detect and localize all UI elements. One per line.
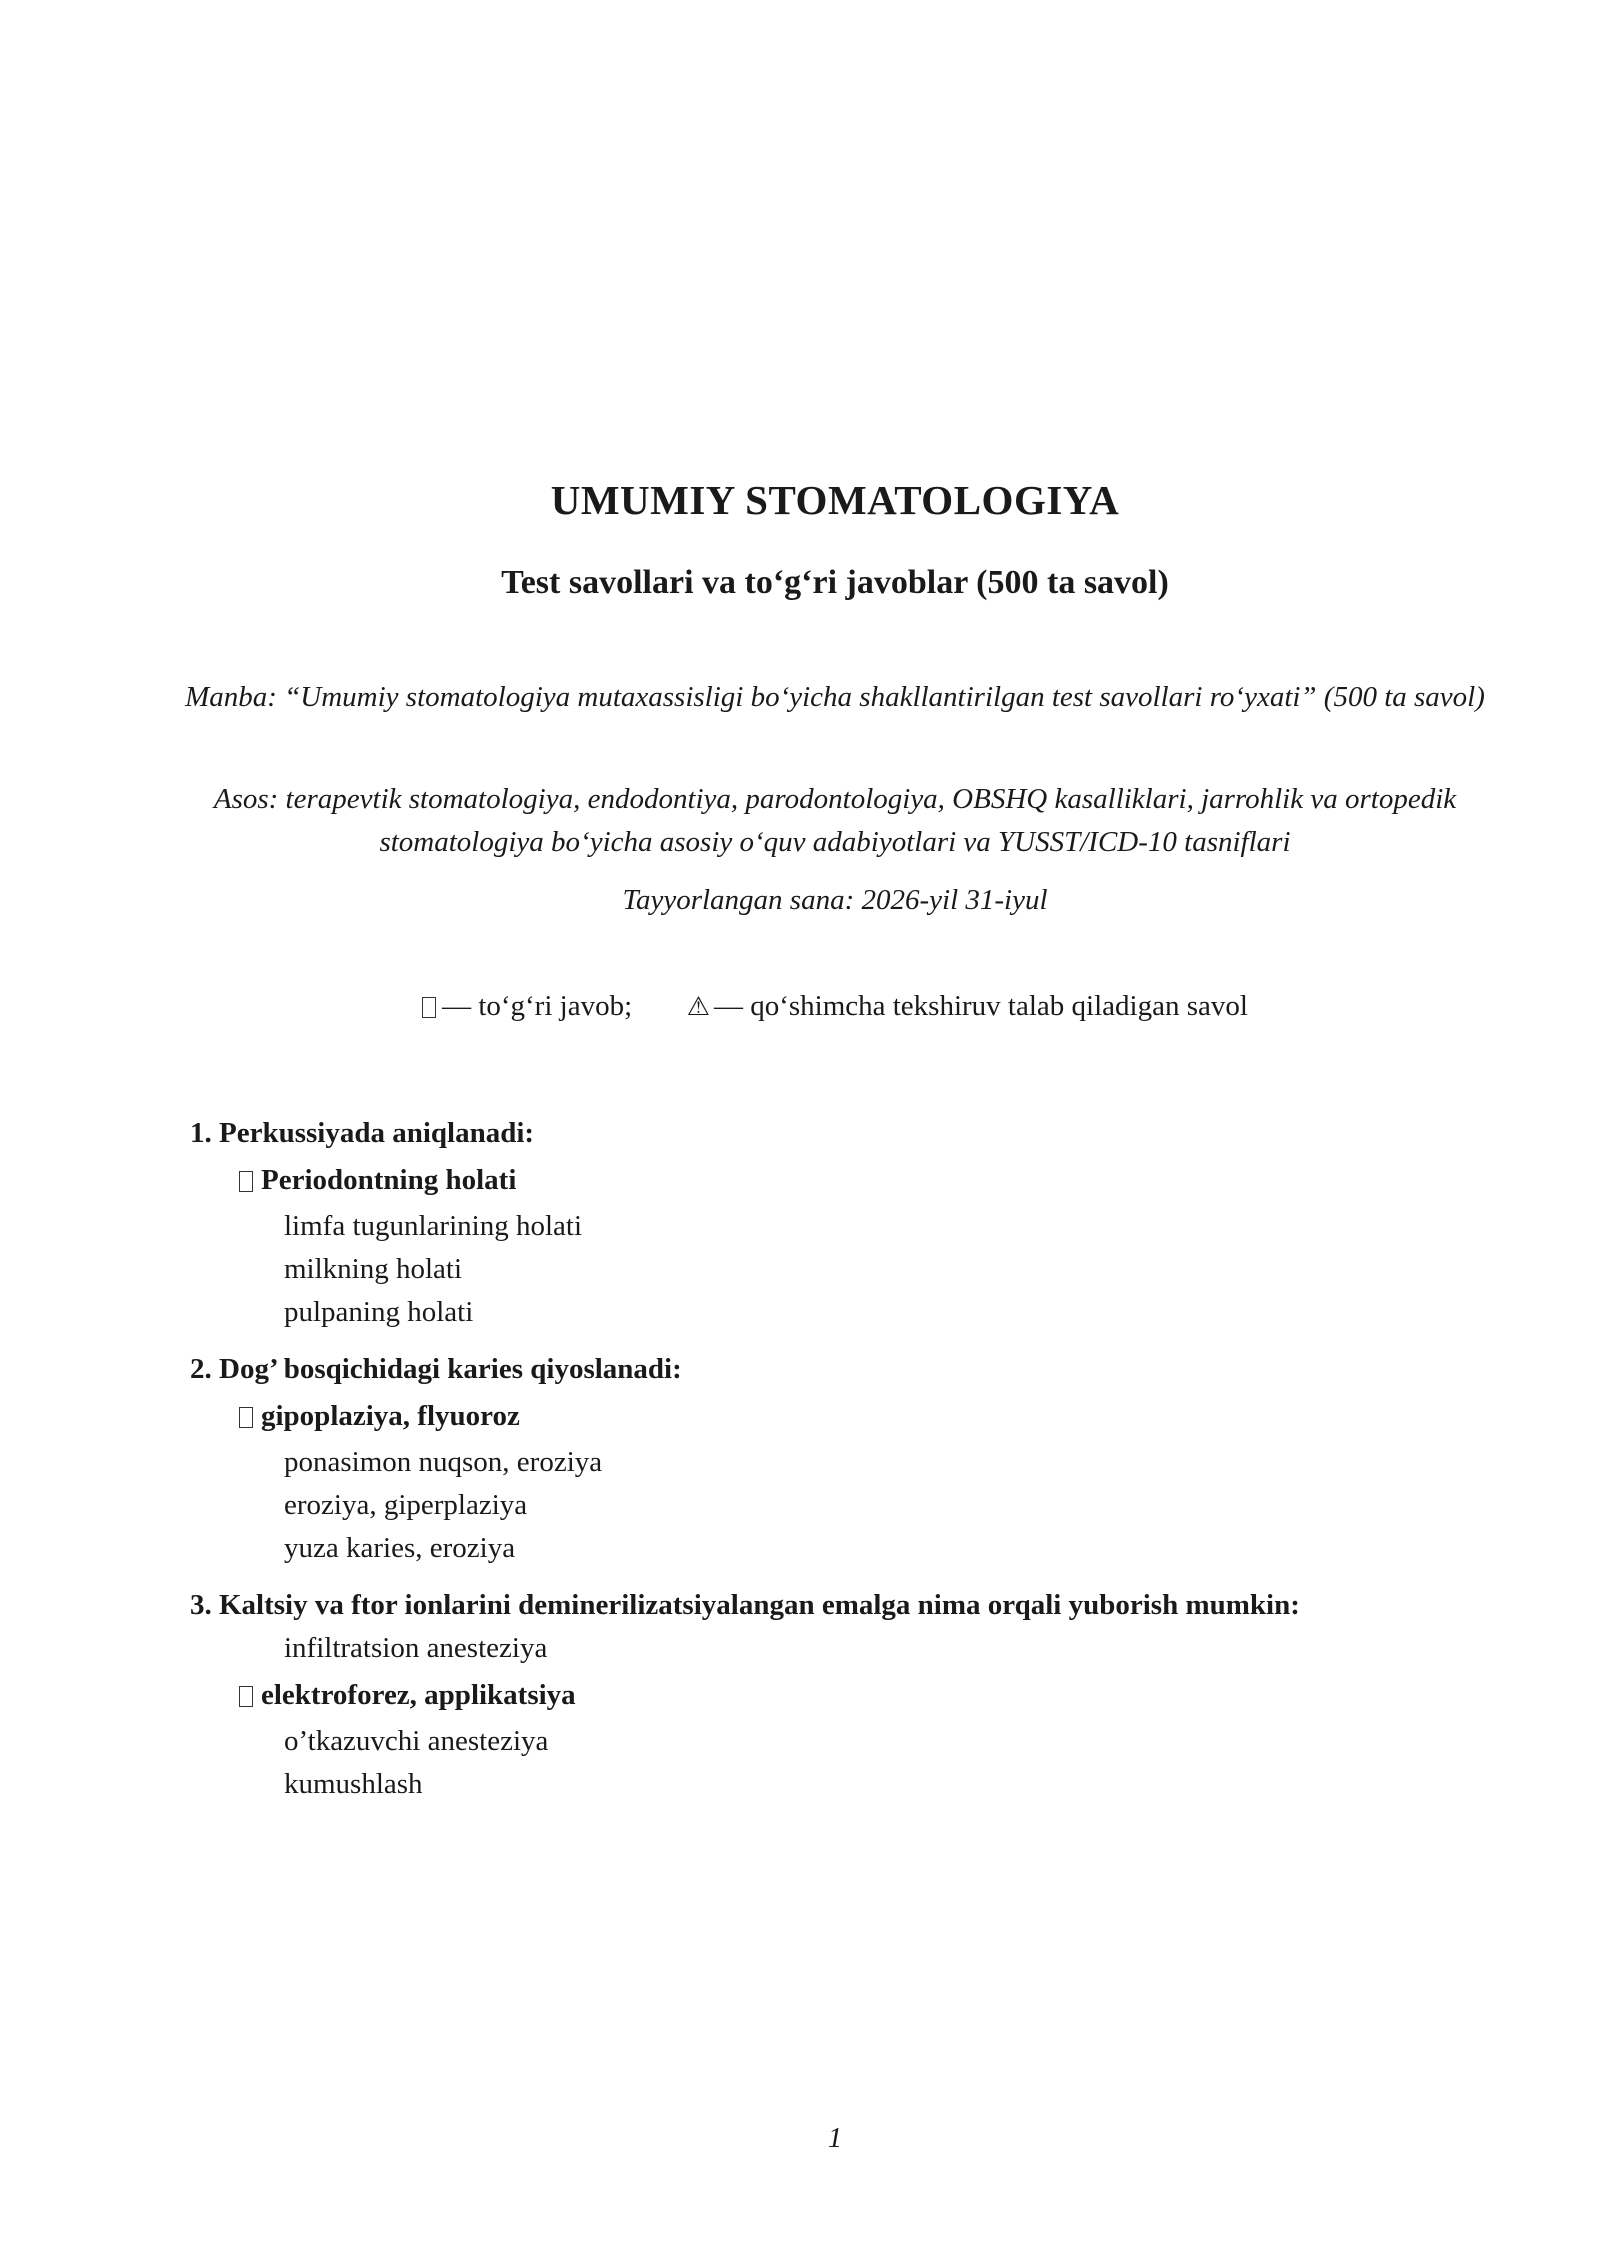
answer-option-correct	[190, 1391, 1490, 1441]
answer-option: milkning holati	[284, 1253, 463, 1285]
page-number: 1	[827, 2122, 843, 2154]
answer-option-text: gipoplaziya, flyuoroz	[261, 1400, 520, 1432]
document-title: UMUMIY STOMATOLOGIYA	[550, 477, 1120, 523]
legend-correct-label: — to‘g‘ri javob;	[442, 990, 633, 1022]
question-item	[190, 1584, 1490, 1806]
question-list	[190, 1112, 1490, 1820]
answer-option-text: Periodontning holati	[261, 1164, 517, 1196]
preparation-date: Tayyorlangan sana: 2026-yil 31-iyul	[622, 884, 1048, 916]
question-text: 3. Kaltsiy va ftor ionlarini deminerilizatsiyalangan emalga nima orqali yuborish mumkin:	[190, 1589, 1300, 1621]
answer-option: yuza karies, eroziya	[284, 1532, 516, 1564]
basis-note: Asos: terapevtik stomatologiya, endodontiya, parodontologiya, OBSHQ kasalliklari, jarrohlik va ortopedik stomatologiya bo‘yicha asosiy o‘quv adabiyotlari va YUSST/ICD-10 tasniflari	[213, 783, 1457, 858]
source-note: Manba: “Umumiy stomatologiya mutaxassisligi bo‘yicha shakllantirilgan test savollari ro‘yxati” (500 ta savol)	[185, 681, 1485, 713]
missing-glyph-icon	[239, 1686, 253, 1707]
answer-option-correct	[190, 1670, 1490, 1720]
legend-correct	[422, 990, 632, 1023]
answer-option: ponasimon nuqson, eroziya	[284, 1446, 603, 1478]
missing-glyph-icon	[239, 1171, 253, 1192]
warning-icon: ⚠	[686, 992, 710, 1022]
legend-warning	[687, 990, 1248, 1023]
answer-option: o’tkazuvchi anesteziya	[284, 1725, 549, 1757]
missing-glyph-icon	[239, 1407, 253, 1428]
answer-option: eroziya, giperplaziya	[284, 1489, 528, 1521]
answer-option: infiltratsion anesteziya	[284, 1632, 548, 1664]
answer-option: limfa tugunlarining holati	[284, 1210, 583, 1242]
question-text: 2. Dog’ bosqichidagi karies qiyoslanadi:	[190, 1353, 682, 1385]
question-item	[190, 1348, 1490, 1570]
legend	[0, 990, 1600, 1023]
answer-option: kumushlash	[284, 1768, 423, 1800]
answer-option: pulpaning holati	[284, 1296, 474, 1328]
document-subtitle: Test savollari va to‘g‘ri javoblar (500 ta savol)	[501, 564, 1169, 601]
answer-option-correct	[190, 1155, 1490, 1205]
legend-warning-label: — qo‘shimcha tekshiruv talab qiladigan savol	[713, 990, 1248, 1022]
answer-option-text: elektroforez, applikatsiya	[261, 1679, 576, 1711]
missing-glyph-icon	[422, 997, 436, 1018]
question-text: 1. Perkussiyada aniqlanadi:	[190, 1117, 535, 1149]
question-item	[190, 1112, 1490, 1334]
